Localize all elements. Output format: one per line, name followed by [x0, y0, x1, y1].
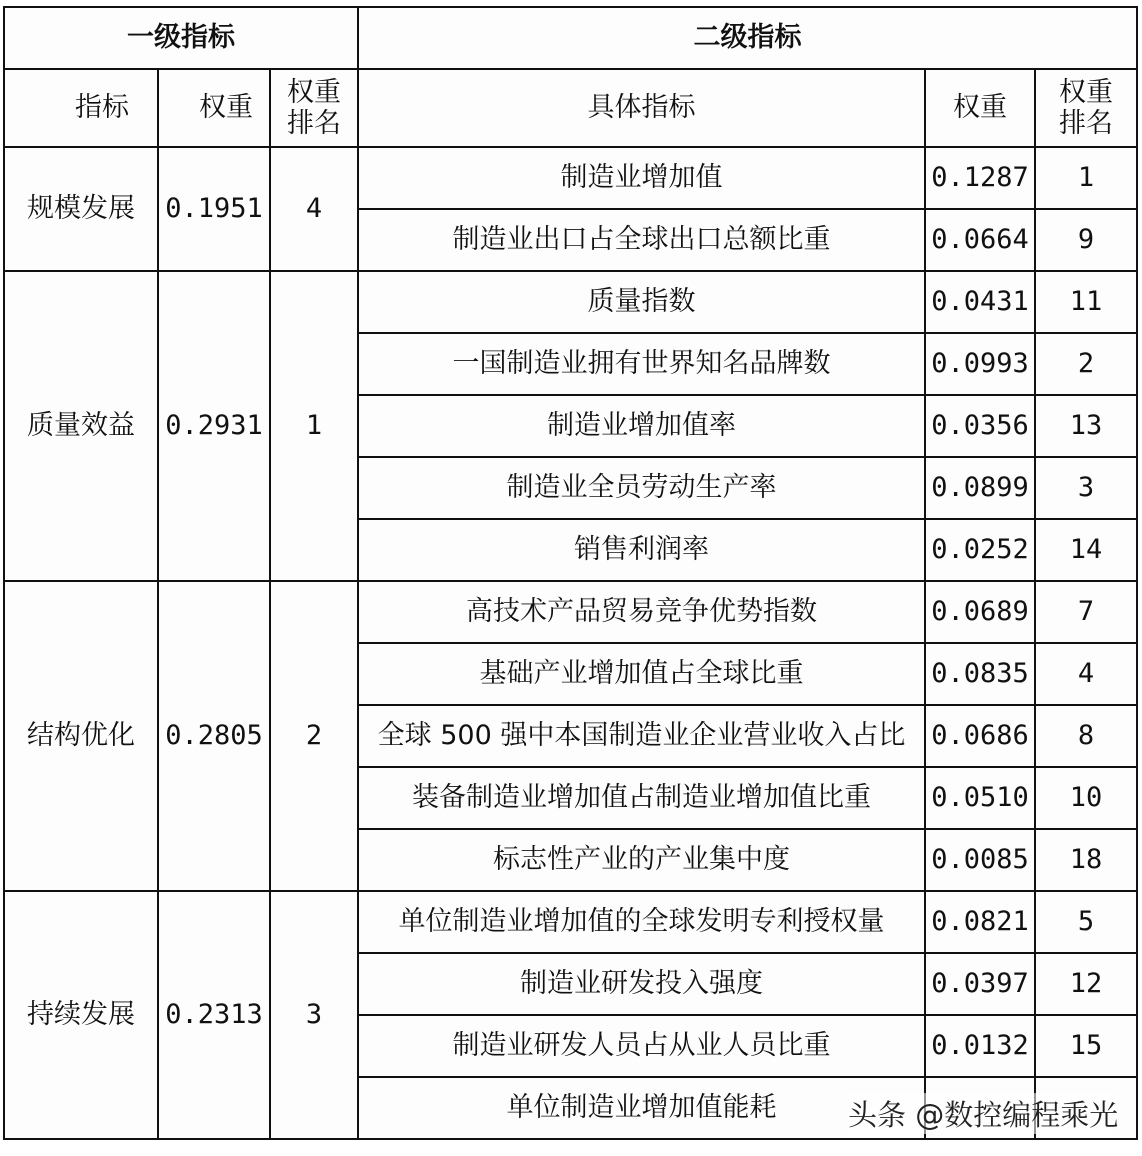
level2-name: 高技术产品贸易竞争优势指数	[358, 581, 925, 643]
level2-rank: 14	[1035, 519, 1137, 581]
level2-weight: 0.0397	[925, 953, 1035, 1015]
level2-weight: 0.0085	[925, 829, 1035, 891]
level1-name: 质量效益	[4, 271, 158, 581]
level2-rank: 8	[1035, 705, 1137, 767]
level2-weight: 0.0252	[925, 519, 1035, 581]
level2-rank: 3	[1035, 457, 1137, 519]
level2-name: 质量指数	[358, 271, 925, 333]
level2-rank: 1	[1035, 147, 1137, 209]
level2-name: 全球 500 强中本国制造业企业营业收入占比	[358, 705, 925, 767]
level2-rank: 7	[1035, 581, 1137, 643]
level2-name: 标志性产业的产业集中度	[358, 829, 925, 891]
level2-weight: 0.0356	[925, 395, 1035, 457]
level2-weight: 0.0689	[925, 581, 1035, 643]
level2-name: 装备制造业增加值占制造业增加值比重	[358, 767, 925, 829]
level2-name: 单位制造业增加值的全球发明专利授权量	[358, 891, 925, 953]
level2-name: 制造业研发人员占从业人员比重	[358, 1015, 925, 1077]
col-weight-2: 权重	[925, 69, 1035, 147]
level2-weight: 0.1287	[925, 147, 1035, 209]
table-row	[4, 147, 1137, 209]
table-row	[4, 891, 1137, 953]
level2-rank: 11	[1035, 271, 1137, 333]
level2-weight: 0.0993	[925, 333, 1035, 395]
level2-name: 制造业出口占全球出口总额比重	[358, 209, 925, 271]
level1-name: 规模发展	[4, 147, 158, 271]
level2-rank: 4	[1035, 643, 1137, 705]
level2-weight: 0.0431	[925, 271, 1035, 333]
level2-name: 一国制造业拥有世界知名品牌数	[358, 333, 925, 395]
level2-weight: 0.0686	[925, 705, 1035, 767]
level2-rank: 15	[1035, 1015, 1137, 1077]
level2-weight: 0.0132	[925, 1015, 1035, 1077]
level2-rank: 12	[1035, 953, 1137, 1015]
level2-name: 制造业研发投入强度	[358, 953, 925, 1015]
level2-rank: 13	[1035, 395, 1137, 457]
level2-rank: 9	[1035, 209, 1137, 271]
col-rank-2: 权重 排名	[1035, 69, 1137, 147]
level2-name: 单位制造业增加值能耗	[358, 1077, 925, 1139]
level2-weight: 0.0899	[925, 457, 1035, 519]
level2-rank: 18	[1035, 829, 1137, 891]
level1-weight: 0.1951	[158, 147, 270, 271]
level2-rank: 2	[1035, 333, 1137, 395]
level2-weight: 0.0510	[925, 767, 1035, 829]
level1-rank: 1	[270, 271, 358, 581]
level2-weight: 0.0821	[925, 891, 1035, 953]
level2-header: 二级指标	[358, 7, 1137, 69]
level2-rank: 5	[1035, 891, 1137, 953]
level1-rank: 3	[270, 891, 358, 1139]
level1-rank: 4	[270, 147, 358, 271]
col-rank: 权重 排名	[270, 69, 358, 147]
watermark: 头条 @数控编程乘光	[848, 1093, 1118, 1134]
level1-name: 持续发展	[4, 891, 158, 1139]
level2-name: 基础产业增加值占全球比重	[358, 643, 925, 705]
level1-weight: 0.2313	[158, 891, 270, 1139]
col-specific-indicator: 具体指标	[358, 69, 925, 147]
level2-name: 制造业增加值	[358, 147, 925, 209]
level2-name: 制造业增加值率	[358, 395, 925, 457]
col-weight: 权重	[158, 69, 270, 147]
table-row	[4, 271, 1137, 333]
level1-header: 一级指标	[4, 7, 358, 69]
level2-weight: 0.0835	[925, 643, 1035, 705]
table-row	[4, 581, 1137, 643]
level2-name: 销售利润率	[358, 519, 925, 581]
col-indicator: 指标	[4, 69, 158, 147]
level2-rank: 10	[1035, 767, 1137, 829]
level1-rank: 2	[270, 581, 358, 891]
level1-weight: 0.2931	[158, 271, 270, 581]
level1-weight: 0.2805	[158, 581, 270, 891]
level2-name: 制造业全员劳动生产率	[358, 457, 925, 519]
level2-weight: 0.0664	[925, 209, 1035, 271]
level1-name: 结构优化	[4, 581, 158, 891]
indicator-weight-table	[3, 6, 1138, 1140]
